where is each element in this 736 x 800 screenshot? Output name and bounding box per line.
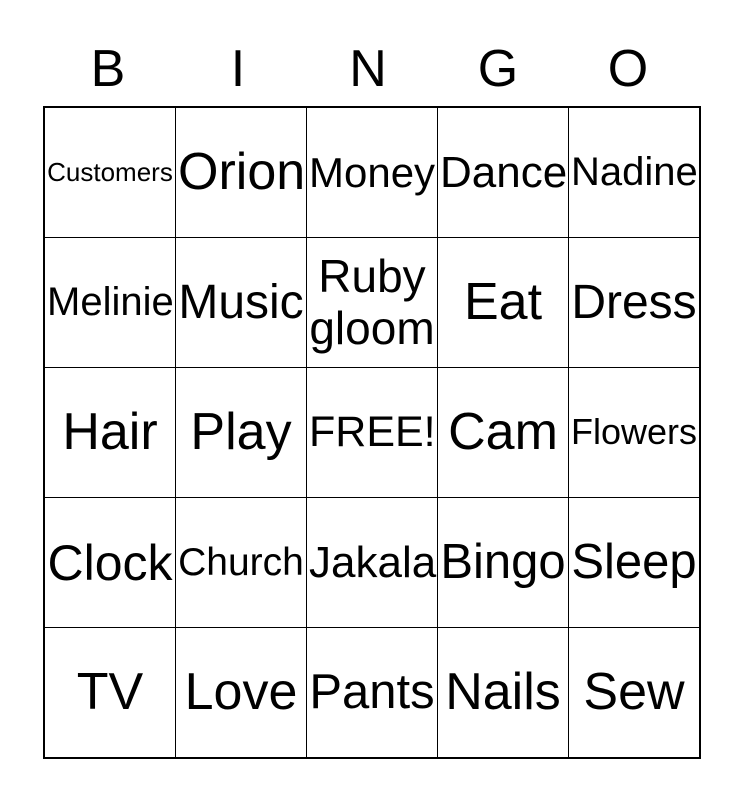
cell-label: Pants	[309, 665, 435, 720]
bingo-cell-pants[interactable]	[307, 628, 438, 759]
cell-label: Cam	[448, 403, 558, 462]
bingo-cell-orion[interactable]	[176, 107, 307, 238]
bingo-cell-cam[interactable]	[438, 368, 569, 498]
cell-label: Customers	[47, 156, 173, 187]
bingo-cell-nails[interactable]	[438, 628, 569, 759]
bingo-cell-sew[interactable]	[569, 628, 701, 759]
bingo-header	[43, 38, 693, 100]
cell-label: Sew	[583, 663, 685, 722]
bingo-cell-jakala[interactable]	[307, 498, 438, 628]
cell-label: Love	[184, 663, 298, 722]
bingo-cell-love[interactable]	[176, 628, 307, 759]
header-letter-n: N	[349, 40, 387, 98]
bingo-cell-music[interactable]	[176, 238, 307, 368]
cell-label: Ruby gloom	[309, 249, 435, 354]
header-letter-o: O	[607, 40, 649, 98]
cell-label: TV	[76, 663, 144, 722]
cell-label: Dress	[571, 275, 697, 329]
bingo-row-2	[44, 238, 700, 368]
cell-label-free: FREE!	[309, 408, 436, 457]
cell-label: Music	[178, 275, 304, 329]
cell-label: Melinie	[47, 280, 174, 325]
bingo-cell-free[interactable]	[307, 368, 438, 498]
bingo-cell-money[interactable]	[307, 107, 438, 238]
cell-label: Money	[309, 148, 436, 196]
header-letter-b: B	[90, 40, 126, 98]
cell-label: Nails	[445, 663, 561, 722]
bingo-cell-sleep[interactable]	[569, 498, 701, 628]
header-letter-i: I	[230, 40, 246, 98]
bingo-cell-play[interactable]	[176, 368, 307, 498]
cell-label: Nadine	[571, 150, 698, 195]
bingo-cell-church[interactable]	[176, 498, 307, 628]
bingo-grid	[43, 106, 701, 759]
bingo-cell-eat[interactable]	[438, 238, 569, 368]
header-letter-g: G	[477, 40, 519, 98]
bingo-cell-tv[interactable]	[44, 628, 176, 759]
cell-label: Dance	[440, 147, 568, 197]
bingo-cell-dress[interactable]	[569, 238, 701, 368]
cell-label: Bingo	[440, 535, 566, 590]
bingo-row-4	[44, 498, 700, 628]
cell-label: Orion	[178, 143, 306, 202]
cell-label: Church	[178, 540, 304, 584]
bingo-cell-clock[interactable]	[44, 498, 176, 628]
cell-label: Eat	[463, 273, 543, 332]
cell-label: Jakala	[309, 537, 437, 587]
cell-label: Play	[190, 403, 292, 462]
bingo-cell-customers[interactable]	[44, 107, 176, 238]
bingo-cell-melinie[interactable]	[44, 238, 176, 368]
bingo-cell-nadine[interactable]	[569, 107, 701, 238]
bingo-cell-hair[interactable]	[44, 368, 176, 498]
bingo-row-5	[44, 628, 700, 759]
bingo-cell-dance[interactable]	[438, 107, 569, 238]
bingo-row-1	[44, 107, 700, 238]
cell-label: Flowers	[571, 411, 698, 453]
cell-label: Clock	[47, 534, 173, 591]
bingo-cell-flowers[interactable]	[569, 368, 701, 498]
bingo-row-3	[44, 368, 700, 498]
cell-label: Sleep	[571, 535, 697, 590]
bingo-cell-ruby-gloom[interactable]	[307, 238, 438, 368]
bingo-cell-bingo[interactable]	[438, 498, 569, 628]
cell-label: Hair	[62, 403, 158, 462]
